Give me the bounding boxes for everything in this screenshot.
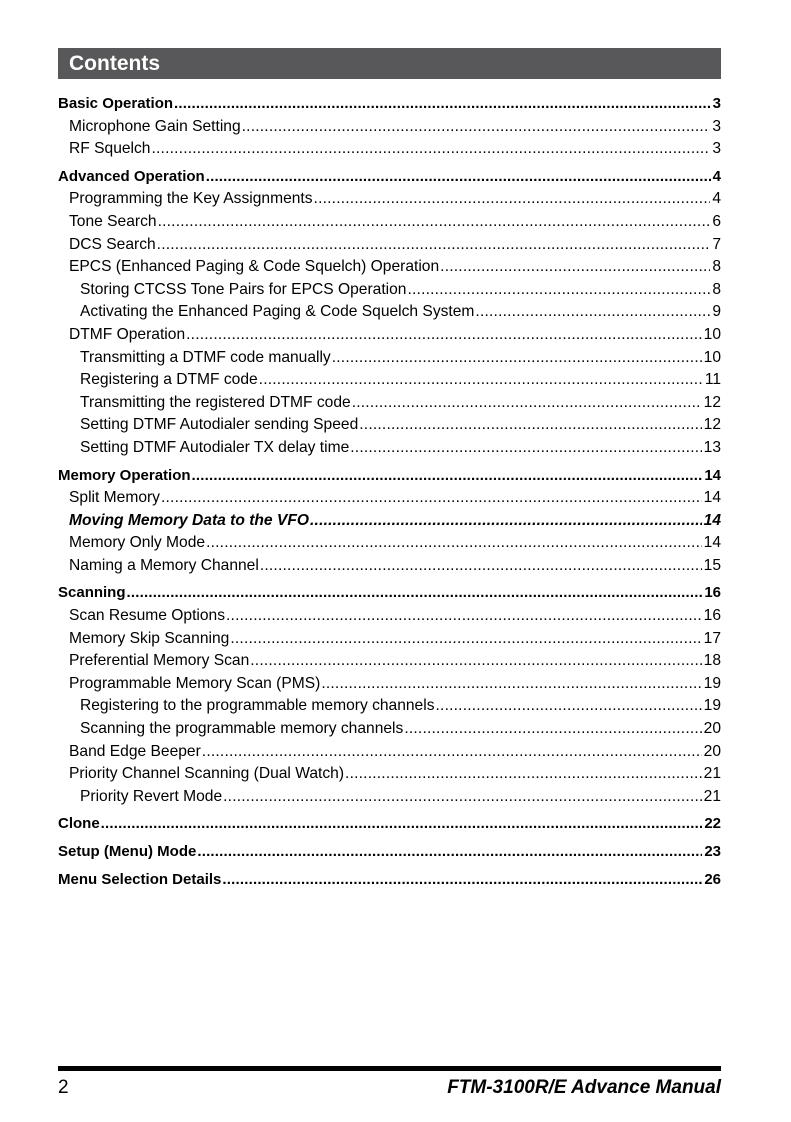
dot-leader [174, 93, 711, 116]
toc-entry-title: Programming the Key Assignments [69, 190, 313, 208]
toc-entry-page: 3 [712, 140, 721, 158]
toc-entry-page: 8 [712, 258, 721, 276]
toc-entry[interactable] [58, 555, 721, 578]
toc-entry-page: 3 [712, 117, 721, 135]
toc-entry[interactable] [58, 279, 721, 302]
toc-entry-page: 18 [703, 652, 721, 670]
toc-entry[interactable] [58, 211, 721, 234]
toc-entry-title: Preferential Memory Scan [69, 652, 250, 670]
toc-entry-page: 12 [703, 416, 721, 434]
dot-leader [359, 414, 701, 437]
dot-leader [407, 279, 710, 302]
toc-entry-title: Clone [58, 815, 100, 833]
toc-entry-title: Advanced Operation [58, 167, 205, 185]
toc-entry-page: 21 [703, 787, 721, 805]
toc-entry-title: Scanning [58, 584, 126, 602]
toc-entry[interactable] [58, 301, 721, 324]
toc-entry[interactable] [58, 414, 721, 437]
dot-leader [206, 532, 702, 555]
dot-leader [310, 510, 702, 533]
toc-entry-page: 12 [703, 393, 721, 411]
toc-entry[interactable] [58, 786, 721, 809]
dot-leader [101, 813, 703, 836]
manual-title: FTM-3100R/E Advance Manual [447, 1077, 721, 1098]
dot-leader [242, 116, 711, 139]
dot-leader [158, 211, 711, 234]
table-of-contents [58, 93, 721, 891]
toc-entry-title: Activating the Enhanced Paging & Code Squelch System [80, 303, 475, 321]
dot-leader [186, 324, 702, 347]
toc-entry[interactable] [58, 138, 721, 161]
toc-entry[interactable] [58, 813, 721, 836]
dot-leader [350, 437, 701, 460]
toc-entry[interactable] [58, 605, 721, 628]
toc-entry-page: 15 [703, 556, 721, 574]
toc-entry[interactable] [58, 437, 721, 460]
toc-entry-page: 6 [712, 212, 721, 230]
toc-entry[interactable] [58, 650, 721, 673]
toc-entry[interactable] [58, 718, 721, 741]
dot-leader [404, 718, 701, 741]
toc-entry-page: 14 [703, 534, 721, 552]
toc-entry[interactable] [58, 673, 721, 696]
toc-entry-title: Transmitting the registered DTMF code [80, 393, 351, 411]
dot-leader [226, 605, 702, 628]
toc-entry-title: Naming a Memory Channel [69, 556, 259, 574]
toc-entry[interactable] [58, 841, 721, 864]
toc-entry-page: 20 [703, 742, 721, 760]
dot-leader [250, 650, 701, 673]
dot-leader [259, 369, 703, 392]
dot-leader [192, 465, 703, 488]
footer-rule [58, 1066, 721, 1071]
dot-leader [127, 582, 703, 605]
toc-entry-title: Registering to the programmable memory channels [80, 697, 435, 715]
toc-entry-title: Setting DTMF Autodialer sending Speed [80, 416, 359, 434]
toc-entry-page: 19 [703, 674, 721, 692]
toc-entry[interactable] [58, 465, 721, 488]
toc-entry[interactable] [58, 869, 721, 892]
toc-entry[interactable] [58, 695, 721, 718]
toc-entry-page: 20 [703, 720, 721, 738]
toc-entry[interactable] [58, 166, 721, 189]
toc-entry[interactable] [58, 628, 721, 651]
toc-entry-page: 16 [704, 584, 721, 602]
dot-leader [157, 234, 711, 257]
toc-entry-title: Priority Channel Scanning (Dual Watch) [69, 765, 345, 783]
toc-entry[interactable] [58, 532, 721, 555]
dot-leader [436, 695, 702, 718]
toc-entry[interactable] [58, 741, 721, 764]
dot-leader [206, 166, 711, 189]
toc-entry-page: 10 [703, 348, 721, 366]
toc-entry[interactable] [58, 347, 721, 370]
dot-leader [260, 555, 702, 578]
toc-entry-page: 14 [703, 511, 721, 529]
dot-leader [440, 256, 710, 279]
toc-entry-page: 11 [704, 371, 721, 389]
toc-entry-title: Memory Operation [58, 466, 191, 484]
toc-entry[interactable] [58, 93, 721, 116]
toc-entry-title: EPCS (Enhanced Paging & Code Squelch) Operation [69, 258, 440, 276]
toc-entry-page: 10 [703, 325, 721, 343]
toc-entry-title: Scan Resume Options [69, 607, 226, 625]
toc-entry[interactable] [58, 369, 721, 392]
toc-entry[interactable] [58, 324, 721, 347]
toc-entry-title: Setup (Menu) Mode [58, 843, 197, 860]
toc-entry-page: 22 [704, 815, 721, 833]
toc-entry-title: Transmitting a DTMF code manually [80, 348, 331, 366]
dot-leader [332, 347, 702, 370]
toc-entry-title: DTMF Operation [69, 325, 186, 343]
toc-entry[interactable] [58, 510, 721, 533]
toc-entry-title: Menu Selection Details [58, 870, 222, 888]
dot-leader [314, 188, 711, 211]
dot-leader [230, 628, 701, 651]
toc-entry-page: 17 [703, 629, 721, 647]
toc-entry-title: Scanning the programmable memory channels [80, 720, 404, 738]
toc-entry[interactable] [58, 256, 721, 279]
dot-leader [223, 786, 702, 809]
toc-entry-page: 23 [704, 843, 721, 860]
toc-entry-title: Split Memory [69, 489, 160, 507]
toc-entry-page: 16 [703, 607, 721, 625]
toc-entry[interactable] [58, 487, 721, 510]
toc-entry-page: 19 [703, 697, 721, 715]
toc-entry-page: 7 [712, 235, 721, 253]
toc-entry-title: Microphone Gain Setting [69, 117, 241, 135]
toc-entry-title: Storing CTCSS Tone Pairs for EPCS Operation [80, 280, 407, 298]
toc-entry-title: Memory Skip Scanning [69, 629, 230, 647]
toc-entry-page: 13 [703, 438, 721, 456]
contents-title: Contents [58, 48, 721, 79]
dot-leader [352, 392, 702, 415]
toc-entry-page: 8 [712, 280, 721, 298]
dot-leader [202, 741, 702, 764]
toc-entry[interactable] [58, 392, 721, 415]
toc-entry-title: Programmable Memory Scan (PMS) [69, 674, 321, 692]
toc-entry-title: Band Edge Beeper [69, 742, 201, 760]
toc-entry-page: 14 [703, 489, 721, 507]
toc-entry-title: Moving Memory Data to the VFO [69, 511, 309, 529]
dot-leader [151, 138, 710, 161]
toc-entry-title: Tone Search [69, 212, 157, 230]
toc-entry-title: DCS Search [69, 235, 156, 253]
toc-entry[interactable] [58, 763, 721, 786]
toc-entry[interactable] [58, 116, 721, 139]
toc-entry[interactable] [58, 234, 721, 257]
toc-entry-page: 21 [703, 765, 721, 783]
toc-entry-page: 4 [712, 190, 721, 208]
page-number: 2 [58, 1077, 69, 1098]
dot-leader [197, 841, 702, 864]
toc-entry-title: Registering a DTMF code [80, 371, 258, 389]
dot-leader [475, 301, 710, 324]
dot-leader [321, 673, 701, 696]
toc-entry-page: 26 [704, 870, 721, 888]
toc-entry-page: 9 [712, 303, 721, 321]
toc-entry[interactable] [58, 188, 721, 211]
toc-entry-page: 14 [704, 466, 721, 484]
toc-entry-page: 3 [712, 95, 721, 112]
toc-entry-title: Priority Revert Mode [80, 787, 223, 805]
dot-leader [345, 763, 702, 786]
toc-entry[interactable] [58, 582, 721, 605]
toc-entry-title: Memory Only Mode [69, 534, 206, 552]
toc-entry-title: Setting DTMF Autodialer TX delay time [80, 438, 350, 456]
toc-entry-page: 4 [712, 167, 721, 185]
dot-leader [222, 869, 702, 892]
toc-entry-title: Basic Operation [58, 95, 174, 112]
dot-leader [161, 487, 702, 510]
toc-entry-title: RF Squelch [69, 140, 151, 158]
